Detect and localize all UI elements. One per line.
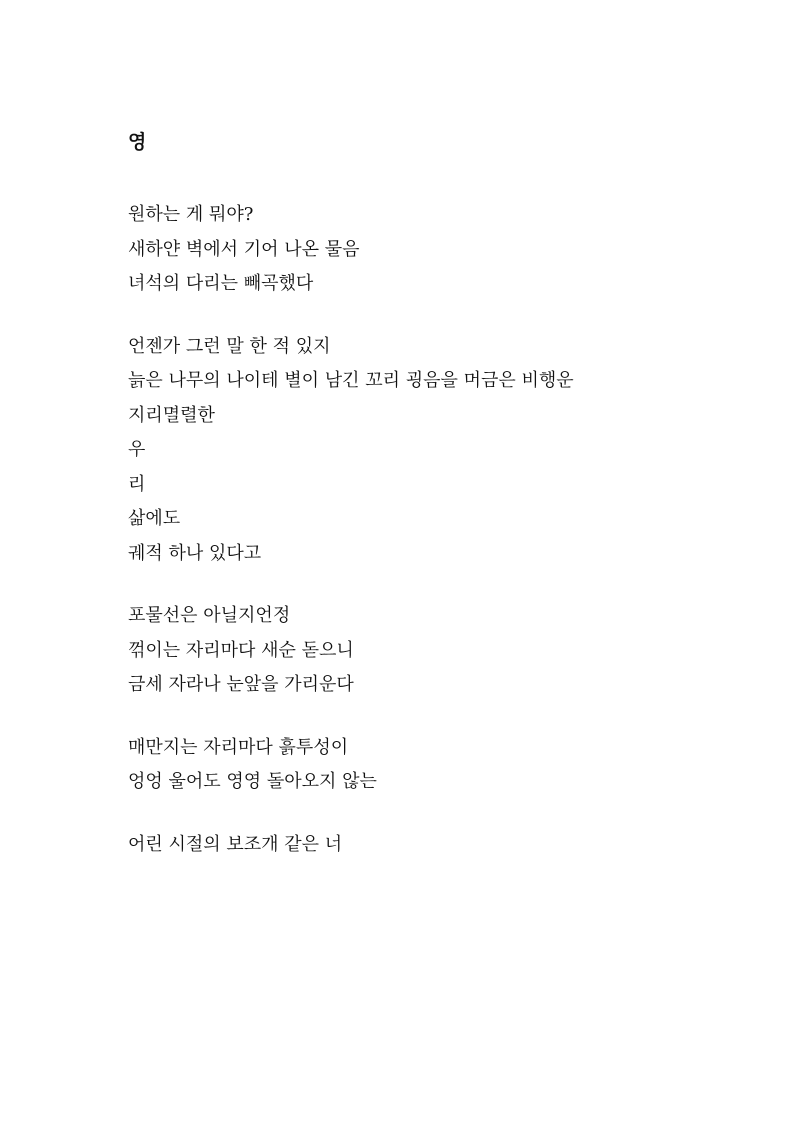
- poem-body: [128, 198, 748, 890]
- poem-line: 어린 시절의 보조개 같은 너: [128, 833, 343, 855]
- poem-line: 우: [128, 439, 146, 460]
- poem-line: 포물선은 아닐지언정: [128, 605, 291, 626]
- poem-line: 궤적 하나 있다고: [128, 542, 262, 564]
- poem-line: 삶에도: [128, 508, 181, 529]
- stanza-1: [128, 198, 748, 302]
- poem-line: 언젠가 그런 말 한 적 있지: [128, 335, 331, 357]
- stanza-2: [128, 330, 748, 572]
- stanza-5: [128, 828, 748, 863]
- poem-line: 늙은 나무의 나이테 별이 남긴 꼬리 굉음을 머금은 비행운: [128, 370, 574, 391]
- poem-line: 엉엉 울어도 영영 돌아오지 않는: [128, 771, 377, 792]
- poem-line: 원하는 게 뭐야?: [128, 204, 254, 225]
- poem-title: 영: [128, 131, 147, 153]
- stanza-4: [128, 731, 748, 800]
- poem-line: 새하얀 벽에서 기어 나온 물음: [128, 238, 360, 260]
- poem-line: 지리멸렬한: [128, 404, 215, 426]
- poem-line: 리: [128, 473, 146, 495]
- poem-line: 꺾이는 자리마다 새순 돋으니: [128, 639, 354, 661]
- poem-line: 매만지는 자리마다 흙투성이: [128, 736, 349, 758]
- stanza-3: [128, 599, 748, 703]
- poem-line: 녀석의 다리는 빼곡했다: [128, 273, 314, 294]
- poem-line: 금세 자라나 눈앞을 가리운다: [128, 674, 354, 695]
